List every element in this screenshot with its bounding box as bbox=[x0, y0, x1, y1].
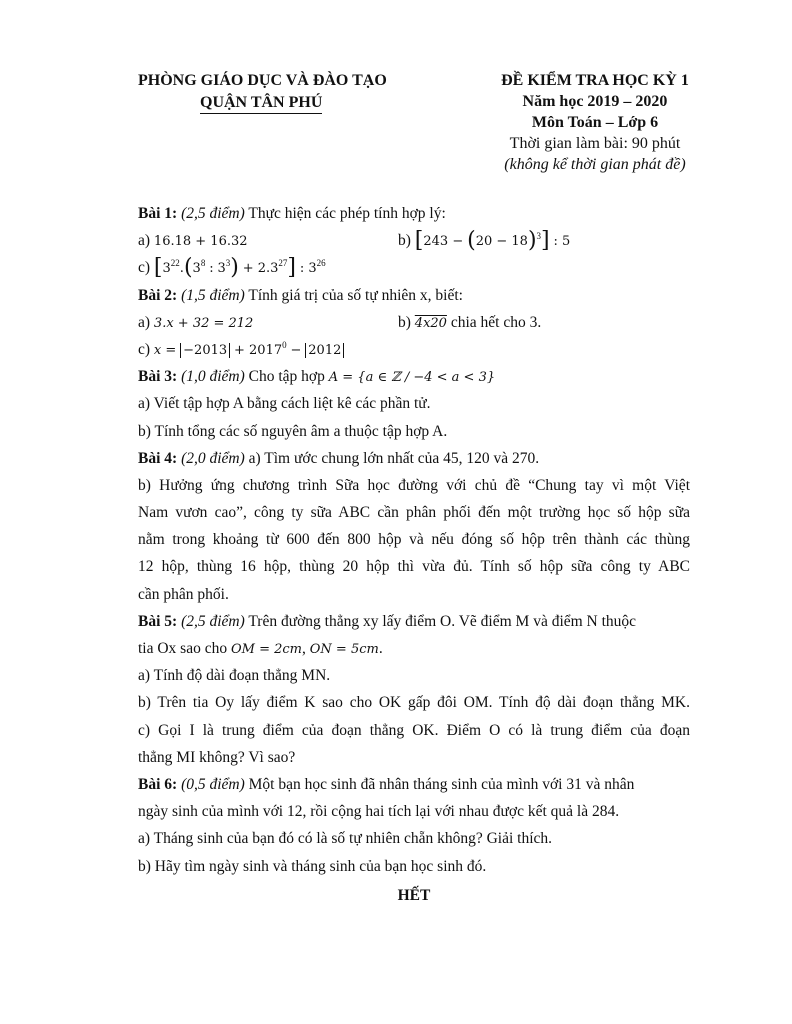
bai3-b: b) Tính tổng các số nguyên âm a thuộc tập hợp A. bbox=[138, 422, 448, 440]
bai2-ab: a) 3.x + 32 = 212 b) 4x20 chia hết cho 3. bbox=[138, 309, 690, 336]
bai5-heading: Bài 5: (2,5 điểm) Trên đường thẳng xy lấy điểm O. Vẽ điểm M và điểm N thuộc bbox=[138, 612, 637, 630]
bai1-c: c) [$3^{22}.(3^8$ : $3^3) + 2.3^{27}$] : $3^{26}$ bbox=[138, 255, 326, 281]
bai1-ab: a) 16.18 + 16.32 b) $[243 - (20 - 18)^3]$ : 5 bbox=[138, 227, 690, 254]
bai2-a-expr: 3.x + 32 = 212 bbox=[153, 315, 254, 331]
bai2-heading: Bài 2: (1,5 điểm) Tính giá trị của số tự nhiên x, biết: bbox=[138, 286, 463, 304]
subject: Môn Toán – Lớp 6 bbox=[531, 114, 659, 131]
bai6-b: b) Hãy tìm ngày sinh và tháng sinh của bạn học sinh đó. bbox=[138, 857, 487, 875]
school-year: Năm học 2019 – 2020 bbox=[522, 93, 668, 110]
bai5-b: b) Trên tia Oy lấy điểm K sao cho OK gấp đôi OM. Tính độ dài đoạn thẳng MK. bbox=[138, 694, 690, 712]
bai2-b: b) 4x20 chia hết cho 3. bbox=[398, 313, 542, 331]
bai4-b-line: nằm trong khoảng từ 600 đến 800 hộp và nếu đóng số hộp trên thành các thùng bbox=[138, 531, 690, 549]
bai3-a: a) Viết tập hợp A bằng cách liệt kê các phần tử. bbox=[138, 395, 431, 413]
end-marker: HẾT bbox=[397, 886, 431, 904]
bai5-c-line1: c) Gọi I là trung điểm của đoạn thẳng OK. Điểm O có là trung điểm của đoạn bbox=[138, 721, 690, 739]
bai5-a: a) Tính độ dài đoạn thẳng MN. bbox=[138, 667, 331, 685]
duration-note: (không kể thời gian phát đề) bbox=[504, 156, 686, 173]
bai6-a: a) Tháng sinh của bạn đó có là số tự nhiên chẵn không? Giải thích. bbox=[138, 830, 553, 848]
header-exam-info bbox=[470, 70, 720, 175]
bai2-c: c) $x = -2013 + 2017^0 - 2012$ bbox=[138, 336, 690, 363]
exam-body bbox=[138, 200, 690, 909]
bai4-b-line: 12 hộp, thùng 16 hộp, thùng 20 hộp thì vừa đủ. Tính số hộp sữa công ty ABC bbox=[138, 558, 690, 576]
bai6-line2: ngày sinh của mình với 12, rồi cộng hai tích lại với nhau được kết quả là 284. bbox=[138, 803, 620, 821]
bai1-b: b) $[243 - (20 - 18)^3]$ : 5 bbox=[398, 228, 571, 254]
exam-title: ĐỀ KIỂM TRA HỌC KỲ 1 bbox=[501, 72, 689, 89]
org-line-2: QUẬN TÂN PHÚ bbox=[200, 94, 322, 114]
header-organization bbox=[138, 70, 438, 114]
bai1-heading: Bài 1: (2,5 điểm) Thực hiện các phép tính hợp lý: bbox=[138, 205, 446, 222]
org-line-1: PHÒNG GIÁO DỤC VÀ ĐÀO TẠO bbox=[138, 72, 387, 89]
bai4-b-line: cần phân phối. bbox=[138, 585, 229, 603]
bai5-line2: tia Ox sao cho OM = 2cm, ON = 5cm. bbox=[138, 640, 383, 657]
duration: Thời gian làm bài: 90 phút bbox=[509, 135, 681, 152]
bai4-heading: Bài 4: (2,0 điểm) a) Tìm ước chung lớn nhất của 45, 120 và 270. bbox=[138, 449, 540, 467]
bai4-b-line: Nam vươn cao”, công ty sữa ABC cần phân phối đến một trường học số hộp sữa bbox=[138, 504, 690, 522]
bai3-heading: Bài 3: (1,0 điểm) Cho tập hợp A = {a ∈ ℤ / −4 < a < 3} bbox=[138, 368, 496, 386]
bai4-b-line: b) Hưởng ứng chương trình Sữa học đường với chủ đề “Chung tay vì một Việt bbox=[138, 476, 690, 494]
bai1-a-expr: 16.18 + 16.32 bbox=[153, 234, 248, 250]
bai5-c-line2: thẳng MI không? Vì sao? bbox=[138, 748, 296, 766]
bai6-heading: Bài 6: (0,5 điểm) Một bạn học sinh đã nhân tháng sinh của mình với 31 và nhân bbox=[138, 775, 635, 793]
set-expression: A = {a ∈ ℤ / −4 < a < 3} bbox=[328, 370, 496, 386]
